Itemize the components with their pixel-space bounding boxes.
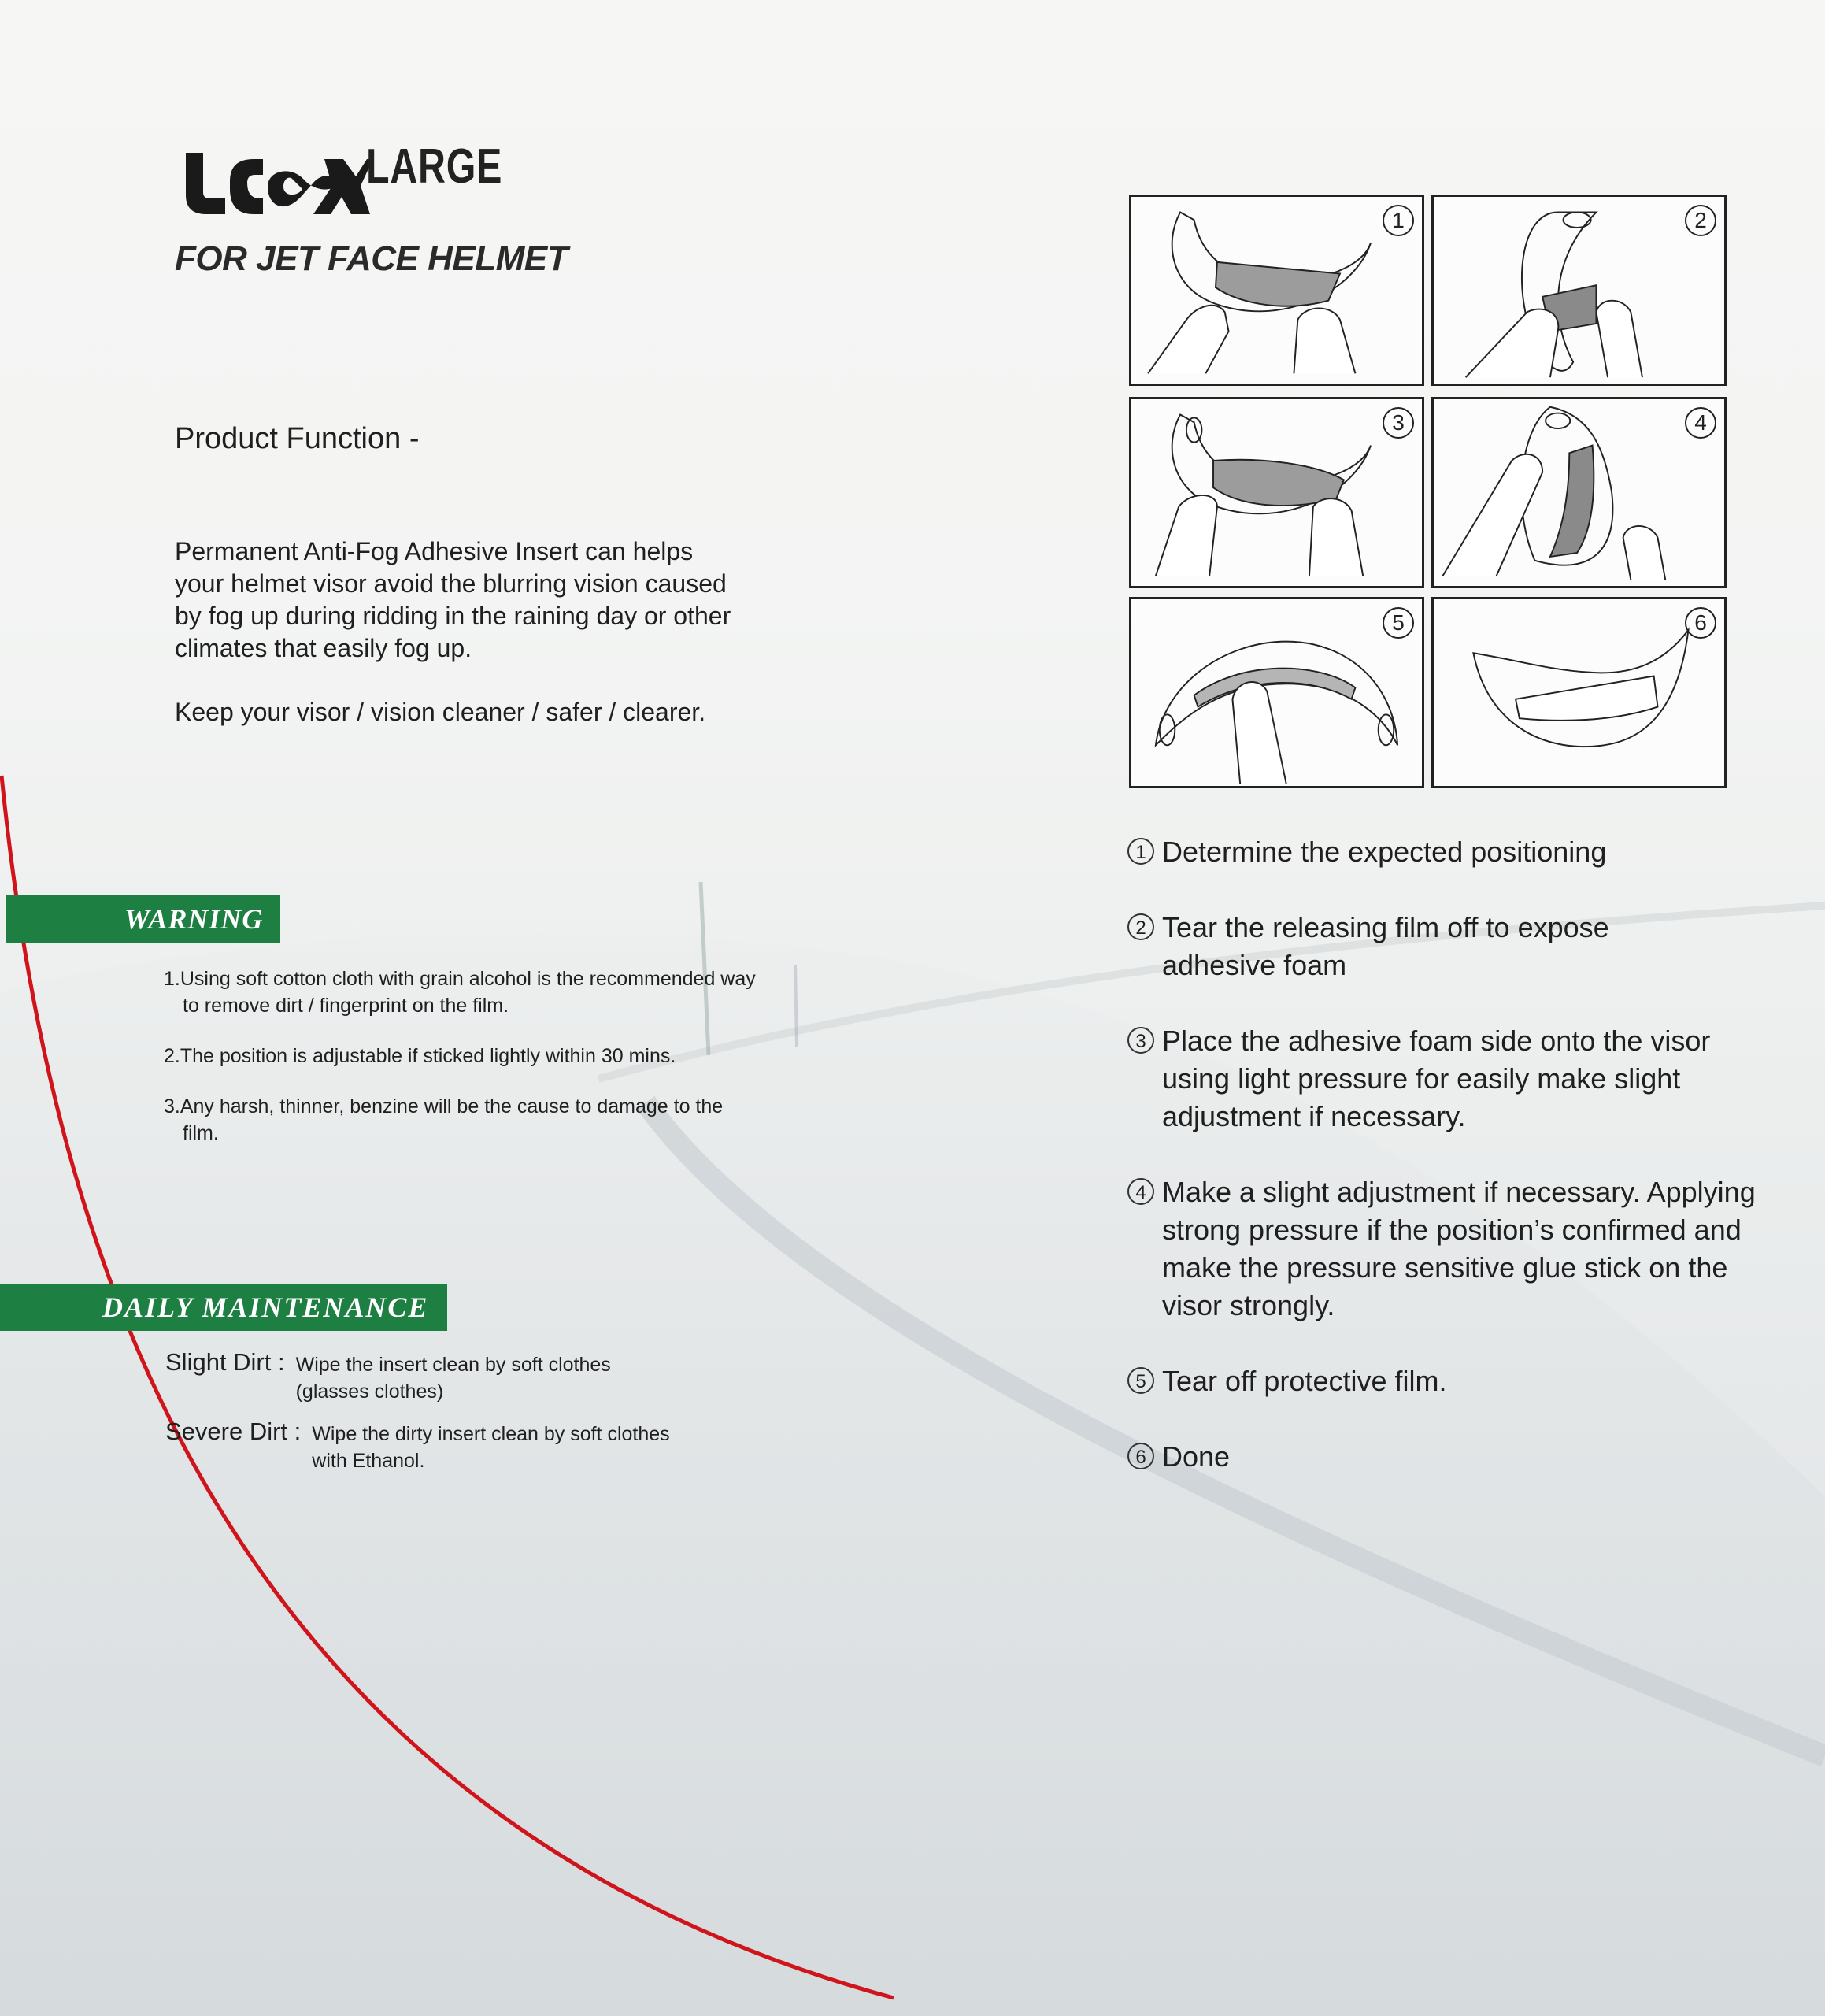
step-text: Make a slight adjustment if necessary. Applying strong pressure if the position’s confirmed and make the pressure sensitive glue stick on the visor strongly. bbox=[1162, 1176, 1756, 1321]
step-number: 2 bbox=[1127, 914, 1154, 940]
maintenance-row bbox=[165, 1418, 705, 1474]
step-number: 3 bbox=[1127, 1027, 1154, 1054]
maintenance-label: Severe Dirt : bbox=[165, 1418, 302, 1445]
product-function-tagline: Keep your visor / vision cleaner / safer / clearer. bbox=[175, 698, 706, 726]
brand-logo bbox=[181, 148, 370, 219]
step-number: 1 bbox=[1127, 838, 1154, 865]
step-text: Determine the expected positioning bbox=[1162, 836, 1607, 868]
warning-item: 1.Using soft cotton cloth with grain alcohol is the recommended way to remove dirt / fingerprint on the film. bbox=[164, 968, 756, 1017]
maintenance-list bbox=[165, 1348, 705, 1487]
maintenance-text: Wipe the insert clean by soft clothes (glasses clothes) bbox=[295, 1354, 611, 1403]
diagram-panel-2 bbox=[1431, 195, 1727, 386]
maintenance-label: Slight Dirt : bbox=[165, 1348, 285, 1376]
warning-banner bbox=[6, 895, 280, 943]
product-function-body: Permanent Anti-Fog Adhesive Insert can helps your helmet visor avoid the blurring vision caused by fog up during ridding in the raining day or other climates that easily fog up. bbox=[175, 537, 731, 662]
step-number: 4 bbox=[1127, 1178, 1154, 1205]
warning-item: 3.Any harsh, thinner, benzine will be the cause to damage to the film. bbox=[164, 1095, 724, 1144]
diagram-panel-3 bbox=[1129, 397, 1424, 588]
visor-illustration bbox=[1434, 197, 1724, 384]
visor-illustration bbox=[1131, 197, 1422, 384]
size-label: LARGE bbox=[366, 139, 503, 194]
step-text: Tear the releasing film off to expose adhesive foam bbox=[1162, 911, 1609, 981]
step-text: Tear off protective film. bbox=[1162, 1365, 1447, 1397]
maintenance-row bbox=[165, 1348, 705, 1405]
visor-illustration bbox=[1131, 599, 1422, 786]
step-item bbox=[1127, 1438, 1757, 1476]
visor-illustration bbox=[1131, 399, 1422, 586]
panel-number: 6 bbox=[1685, 607, 1716, 639]
step-item bbox=[1127, 1362, 1757, 1400]
daily-maintenance-banner bbox=[0, 1284, 447, 1331]
daily-maintenance-title: DAILY MAINTENANCE bbox=[102, 1292, 429, 1323]
step-text: Done bbox=[1162, 1440, 1231, 1473]
step-item bbox=[1127, 1173, 1757, 1325]
step-number: 5 bbox=[1127, 1367, 1154, 1394]
step-number: 6 bbox=[1127, 1443, 1154, 1469]
diagram-panel-6 bbox=[1431, 597, 1727, 788]
visor-illustration bbox=[1434, 399, 1724, 586]
warning-list bbox=[164, 965, 762, 1170]
panel-number: 3 bbox=[1383, 407, 1414, 439]
panel-number: 4 bbox=[1685, 407, 1716, 439]
diagram-panel-4 bbox=[1431, 397, 1727, 588]
panel-number: 2 bbox=[1685, 205, 1716, 236]
step-item bbox=[1127, 833, 1757, 871]
warning-item: 2.The position is adjustable if sticked lightly within 30 mins. bbox=[164, 1045, 676, 1067]
subtitle: FOR JET FACE HELMET bbox=[175, 239, 568, 278]
warning-title: WARNING bbox=[124, 903, 264, 935]
panel-number: 1 bbox=[1383, 205, 1414, 236]
step-item bbox=[1127, 909, 1757, 984]
step-item bbox=[1127, 1022, 1757, 1136]
steps-list bbox=[1127, 833, 1757, 1514]
maintenance-text: Wipe the dirty insert clean by soft clothes with Ethanol. bbox=[312, 1423, 670, 1472]
product-function-heading: Product Function - bbox=[175, 422, 420, 455]
step-text: Place the adhesive foam side onto the visor using light pressure for easily make slight adjustment if necessary. bbox=[1162, 1025, 1711, 1132]
visor-illustration bbox=[1434, 599, 1724, 786]
diagram-panel-5 bbox=[1129, 597, 1424, 788]
diagram-panel-1 bbox=[1129, 195, 1424, 386]
panel-number: 5 bbox=[1383, 607, 1414, 639]
